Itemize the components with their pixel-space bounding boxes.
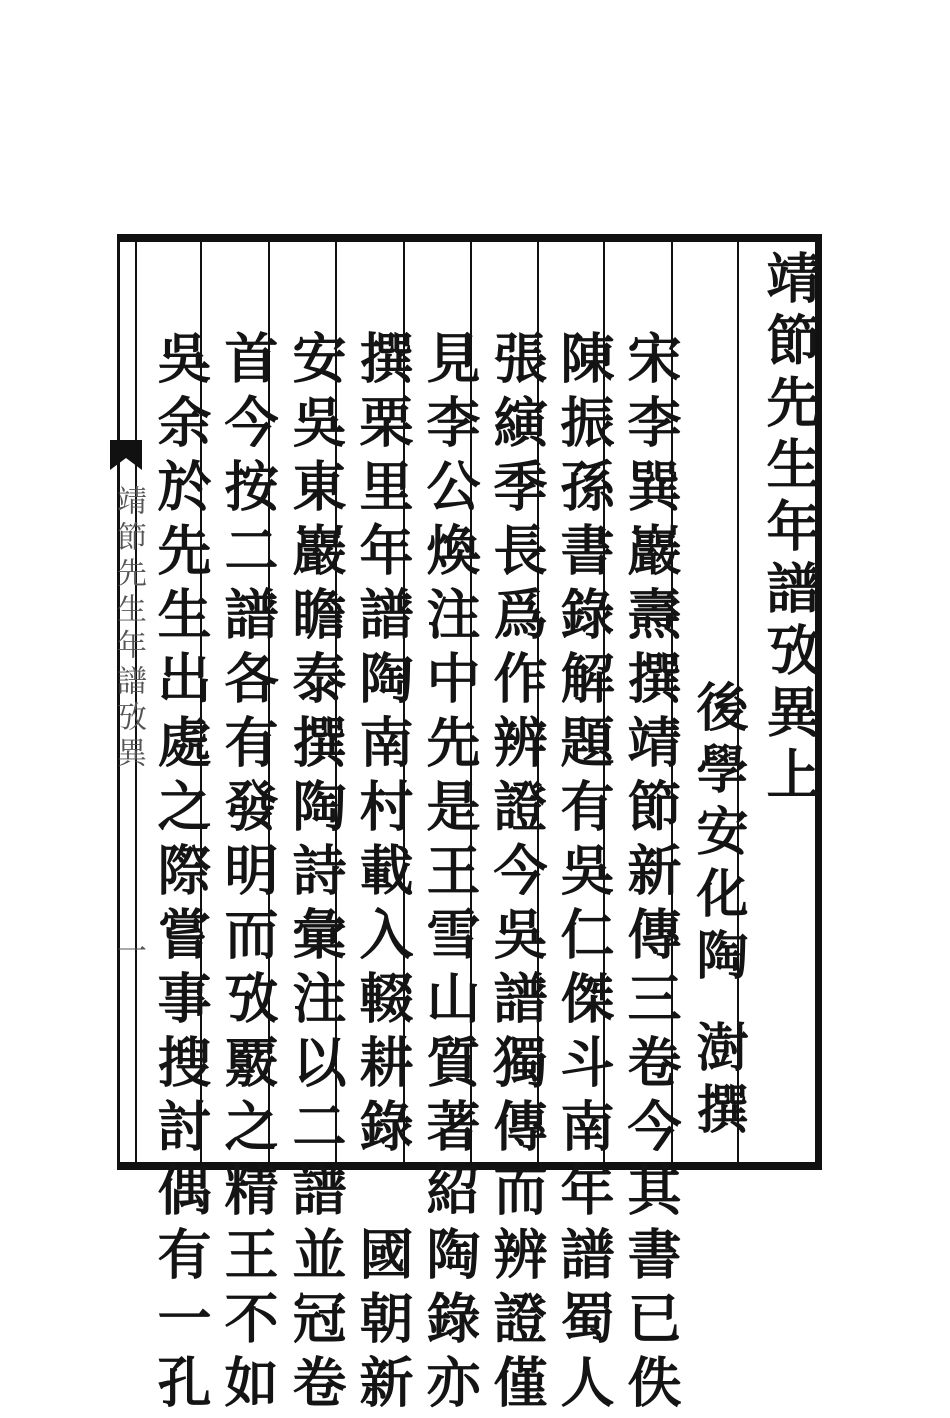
text-column-1: 宋李巽巖燾撰靖節新傳三卷今其書已佚 xyxy=(619,330,683,1418)
top-border xyxy=(117,234,822,242)
author-line xyxy=(680,680,755,1144)
author-prefix: 後學安化陶 xyxy=(687,680,748,990)
document-title: 靖節先生年譜攷異上 xyxy=(758,250,822,808)
text-column-5: 撰栗里年譜陶南村載入輟耕錄 國朝新 xyxy=(351,330,415,1418)
text-column-4: 見李公煥注中先是王雪山質著紹陶錄亦 xyxy=(418,330,482,1418)
author-name: 澍撰 xyxy=(687,1020,748,1144)
text-column-2: 陳振孫書錄解題有吳仁傑斗南年譜蜀人 xyxy=(552,330,616,1418)
fish-tail-mark xyxy=(110,440,142,470)
margin-page-number: 一 xyxy=(111,935,146,971)
margin-center-title: 靖節先生年譜攷異 xyxy=(111,485,146,773)
text-column-8: 吳余於先生出處之際嘗事搜討偶有一孔 xyxy=(149,330,213,1418)
text-column-3: 張縯季長爲作辨證今吳譜獨傳而辨證僅 xyxy=(485,330,549,1418)
text-column-7: 首今按二譜各有發明而攷覈之精王不如 xyxy=(216,330,280,1418)
text-column-6: 安吳東巖瞻泰撰陶詩彙注以二譜並冠卷 xyxy=(284,330,348,1418)
